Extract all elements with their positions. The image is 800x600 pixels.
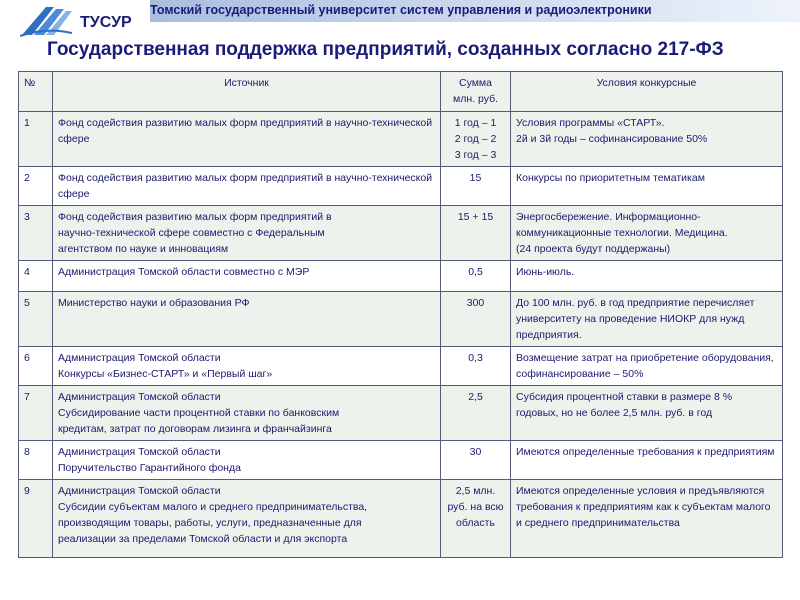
- conditions-cell: [511, 441, 783, 480]
- row-number: 3: [19, 206, 53, 261]
- conditions-cell-line: Конкурсы по приоритетным тематикам: [516, 172, 705, 184]
- table-header-row: [19, 72, 783, 112]
- sum-cell-line: 1 год – 1: [454, 117, 497, 129]
- conditions-cell-line: Субсидия процентной ставки в размере 8 % годовых, но не более 2,5 млн. руб. в год: [516, 391, 733, 419]
- sum-cell: [441, 480, 511, 558]
- conditions-cell-line: коммуникационные технологии. Медицина.: [516, 227, 728, 239]
- sum-cell: [441, 441, 511, 480]
- table-row: [19, 386, 783, 441]
- sum-cell-line: 2 год – 2: [454, 133, 497, 145]
- row-number: 8: [19, 441, 53, 480]
- page-title: Государственная поддержка предприятий, созданных согласно 217-ФЗ: [47, 39, 724, 60]
- university-name: Томский государственный университет систем управления и радиоэлектроники: [150, 3, 652, 17]
- sum-cell: [441, 386, 511, 441]
- table-row: [19, 112, 783, 167]
- source-cell-line: Администрация Томской области: [58, 446, 221, 458]
- sum-cell-line: 15 + 15: [457, 211, 494, 223]
- source-cell: [53, 480, 441, 558]
- conditions-cell-line: Имеются определенные требования к предприятиям: [516, 446, 775, 458]
- conditions-cell-line: Имеются определенные условия и предъявляются требования к предприятиям как к субъектам малого и среднего предпринимательства: [516, 485, 771, 529]
- support-table-wrapper: [18, 71, 782, 558]
- table-row: [19, 480, 783, 558]
- sum-cell-line: 0,3: [468, 352, 483, 364]
- source-cell-line: производящим товары, работы, услуги, предназначенные для: [58, 517, 362, 529]
- sum-cell-line: 15: [469, 172, 482, 184]
- source-cell-line: реализации за пределами Томской области и для экспорта: [58, 533, 348, 545]
- conditions-cell: [511, 261, 783, 292]
- source-cell-line: Конкурсы «Бизнес-СТАРТ» и «Первый шаг»: [58, 368, 273, 380]
- source-cell-line: Субсидирование части процентной ставки по банковским: [58, 407, 340, 419]
- source-cell-line: Администрация Томской области: [58, 391, 221, 403]
- source-cell: [53, 347, 441, 386]
- sum-cell-line: 2,5 млн. руб. на всю область: [447, 485, 504, 529]
- conditions-cell: [511, 112, 783, 167]
- row-number: 4: [19, 261, 53, 292]
- source-cell-line: Фонд содействия развитию малых форм предприятий в научно-технической сфере: [58, 172, 433, 200]
- sum-cell-line: 30: [469, 446, 482, 458]
- support-table: [18, 71, 783, 558]
- conditions-cell: [511, 167, 783, 206]
- source-cell-line: Администрация Томской области: [58, 485, 221, 497]
- sum-cell-line: 300: [466, 297, 485, 309]
- table-row: [19, 292, 783, 347]
- conditions-cell-line: До 100 млн. руб. в год предприятие перечисляет университету на проведение НИОКР для нужд предприятия.: [516, 297, 755, 341]
- source-cell: [53, 206, 441, 261]
- row-number: 6: [19, 347, 53, 386]
- conditions-cell-line: (24 проекта будут поддержаны): [516, 243, 671, 255]
- source-cell-line: Фонд содействия развитию малых форм предприятий в: [58, 211, 332, 223]
- sum-cell: [441, 261, 511, 292]
- source-cell-line: Администрация Томской области: [58, 352, 221, 364]
- sum-cell: [441, 292, 511, 347]
- conditions-cell: [511, 347, 783, 386]
- sum-cell: [441, 167, 511, 206]
- row-number: 2: [19, 167, 53, 206]
- source-cell-line: Администрация Томской области совместно с МЭР: [58, 266, 310, 278]
- conditions-cell-line: Условия программы «СТАРТ».: [516, 117, 665, 129]
- sum-cell-line: 0,5: [468, 266, 483, 278]
- row-number: 7: [19, 386, 53, 441]
- table-row: [19, 206, 783, 261]
- sum-cell: [441, 206, 511, 261]
- source-cell-line: Поручительство Гарантийного фонда: [58, 462, 241, 474]
- source-cell-line: кредитам, затрат по договорам лизинга и франчайзинга: [58, 423, 332, 435]
- header-sum-line1: Сумма: [459, 77, 492, 89]
- source-cell: [53, 167, 441, 206]
- sum-cell: [441, 347, 511, 386]
- table-row: [19, 347, 783, 386]
- table-row: [19, 441, 783, 480]
- table-row: [19, 167, 783, 206]
- row-number: 1: [19, 112, 53, 167]
- conditions-cell-line: Энергосбережение. Информационно-: [516, 211, 701, 223]
- header-source: Источник: [53, 72, 441, 112]
- conditions-cell-line: Возмещение затрат на приобретение оборудования, софинансирование – 50%: [516, 352, 774, 380]
- source-cell-line: Министерство науки и образования РФ: [58, 297, 250, 309]
- source-cell: [53, 292, 441, 347]
- conditions-cell-line: Июнь-июль.: [516, 266, 575, 278]
- row-number: 9: [19, 480, 53, 558]
- row-number: 5: [19, 292, 53, 347]
- sum-cell-line: 3 год – 3: [454, 149, 497, 161]
- source-cell: [53, 112, 441, 167]
- source-cell: [53, 261, 441, 292]
- header-sum: [441, 72, 511, 112]
- header-num: №: [19, 72, 53, 112]
- source-cell: [53, 386, 441, 441]
- tusur-logo-icon: [20, 5, 72, 39]
- brand-name: ТУСУР: [80, 14, 132, 31]
- header-sum-line2: млн. руб.: [453, 93, 498, 105]
- conditions-cell: [511, 292, 783, 347]
- source-cell-line: Субсидии субъектам малого и среднего предпринимательства,: [58, 501, 368, 513]
- conditions-cell: [511, 386, 783, 441]
- source-cell: [53, 441, 441, 480]
- conditions-cell: [511, 206, 783, 261]
- table-row: [19, 261, 783, 292]
- sum-cell-line: 2,5: [468, 391, 483, 403]
- conditions-cell: [511, 480, 783, 558]
- source-cell-line: научно-технической сфере совместно с Федеральным: [58, 227, 325, 239]
- source-cell-line: Фонд содействия развитию малых форм предприятий в научно-технической сфере: [58, 117, 433, 145]
- sum-cell: [441, 112, 511, 167]
- header-conditions: Условия конкурсные: [511, 72, 783, 112]
- conditions-cell-line: 2й и 3й годы – софинансирование 50%: [516, 133, 708, 145]
- source-cell-line: агентством по науке и инновациям: [58, 243, 229, 255]
